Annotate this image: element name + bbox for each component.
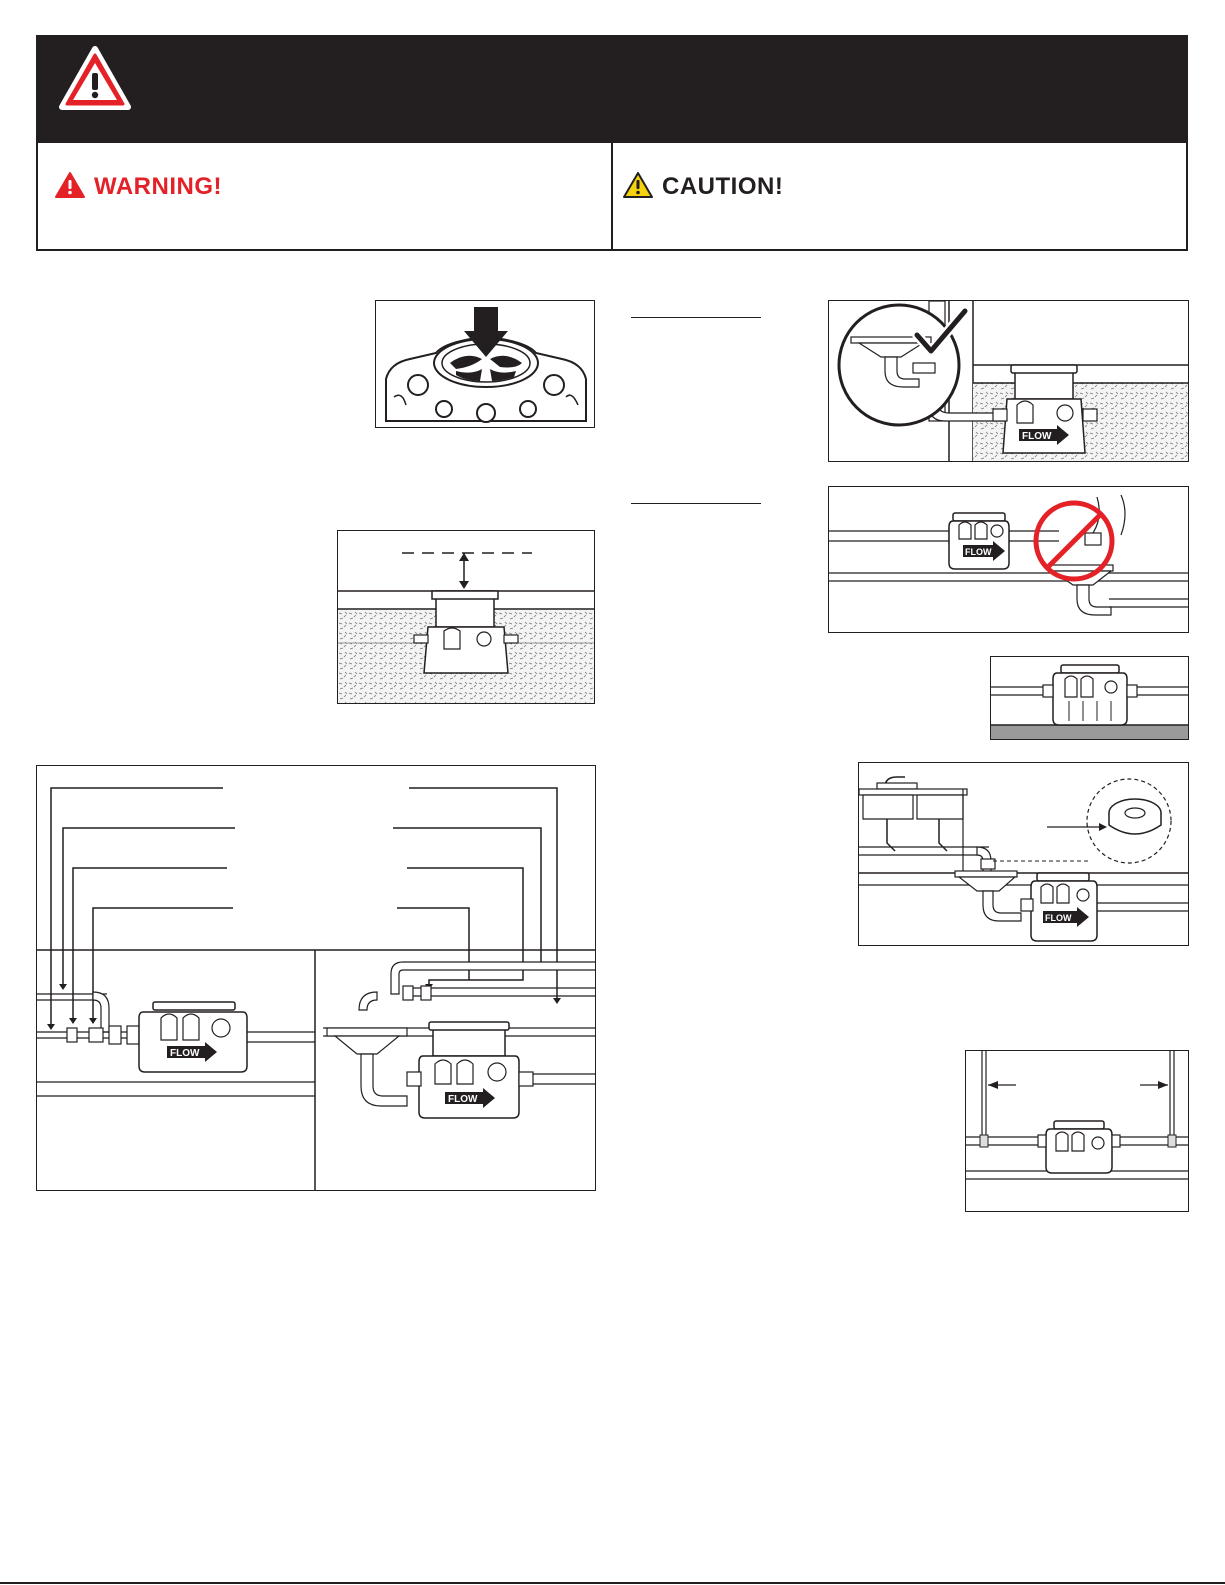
flow-label: FLOW — [170, 1048, 200, 1059]
alerts-divider — [611, 143, 613, 249]
caution-heading: CAUTION! — [662, 173, 784, 200]
figure-correct-install — [828, 300, 1189, 462]
caution-triangle-icon — [622, 171, 654, 199]
figure-floor-mount — [990, 656, 1189, 740]
rule-1 — [631, 317, 761, 318]
flow-label: FLOW — [448, 1094, 478, 1105]
warning-triangle-icon — [54, 171, 86, 199]
warning-triangle-icon — [58, 45, 132, 113]
interceptor-unit-left — [139, 1002, 247, 1072]
flow-label: FLOW — [965, 547, 992, 557]
flow-label: FLOW — [1022, 431, 1052, 442]
footer-rule — [0, 1582, 1225, 1584]
figure-burial-depth — [337, 530, 595, 704]
alerts-panel — [36, 143, 1188, 251]
rule-2 — [631, 503, 761, 504]
flow-label: FLOW — [1045, 913, 1072, 923]
figure-access-clearance — [965, 1050, 1189, 1212]
figure-lid-install — [375, 300, 595, 428]
safety-banner — [36, 35, 1188, 143]
figure-vent-connections — [36, 765, 596, 1191]
figure-incorrect-install — [828, 486, 1189, 633]
figure-flow-control — [858, 762, 1189, 946]
warning-heading: WARNING! — [94, 173, 222, 200]
